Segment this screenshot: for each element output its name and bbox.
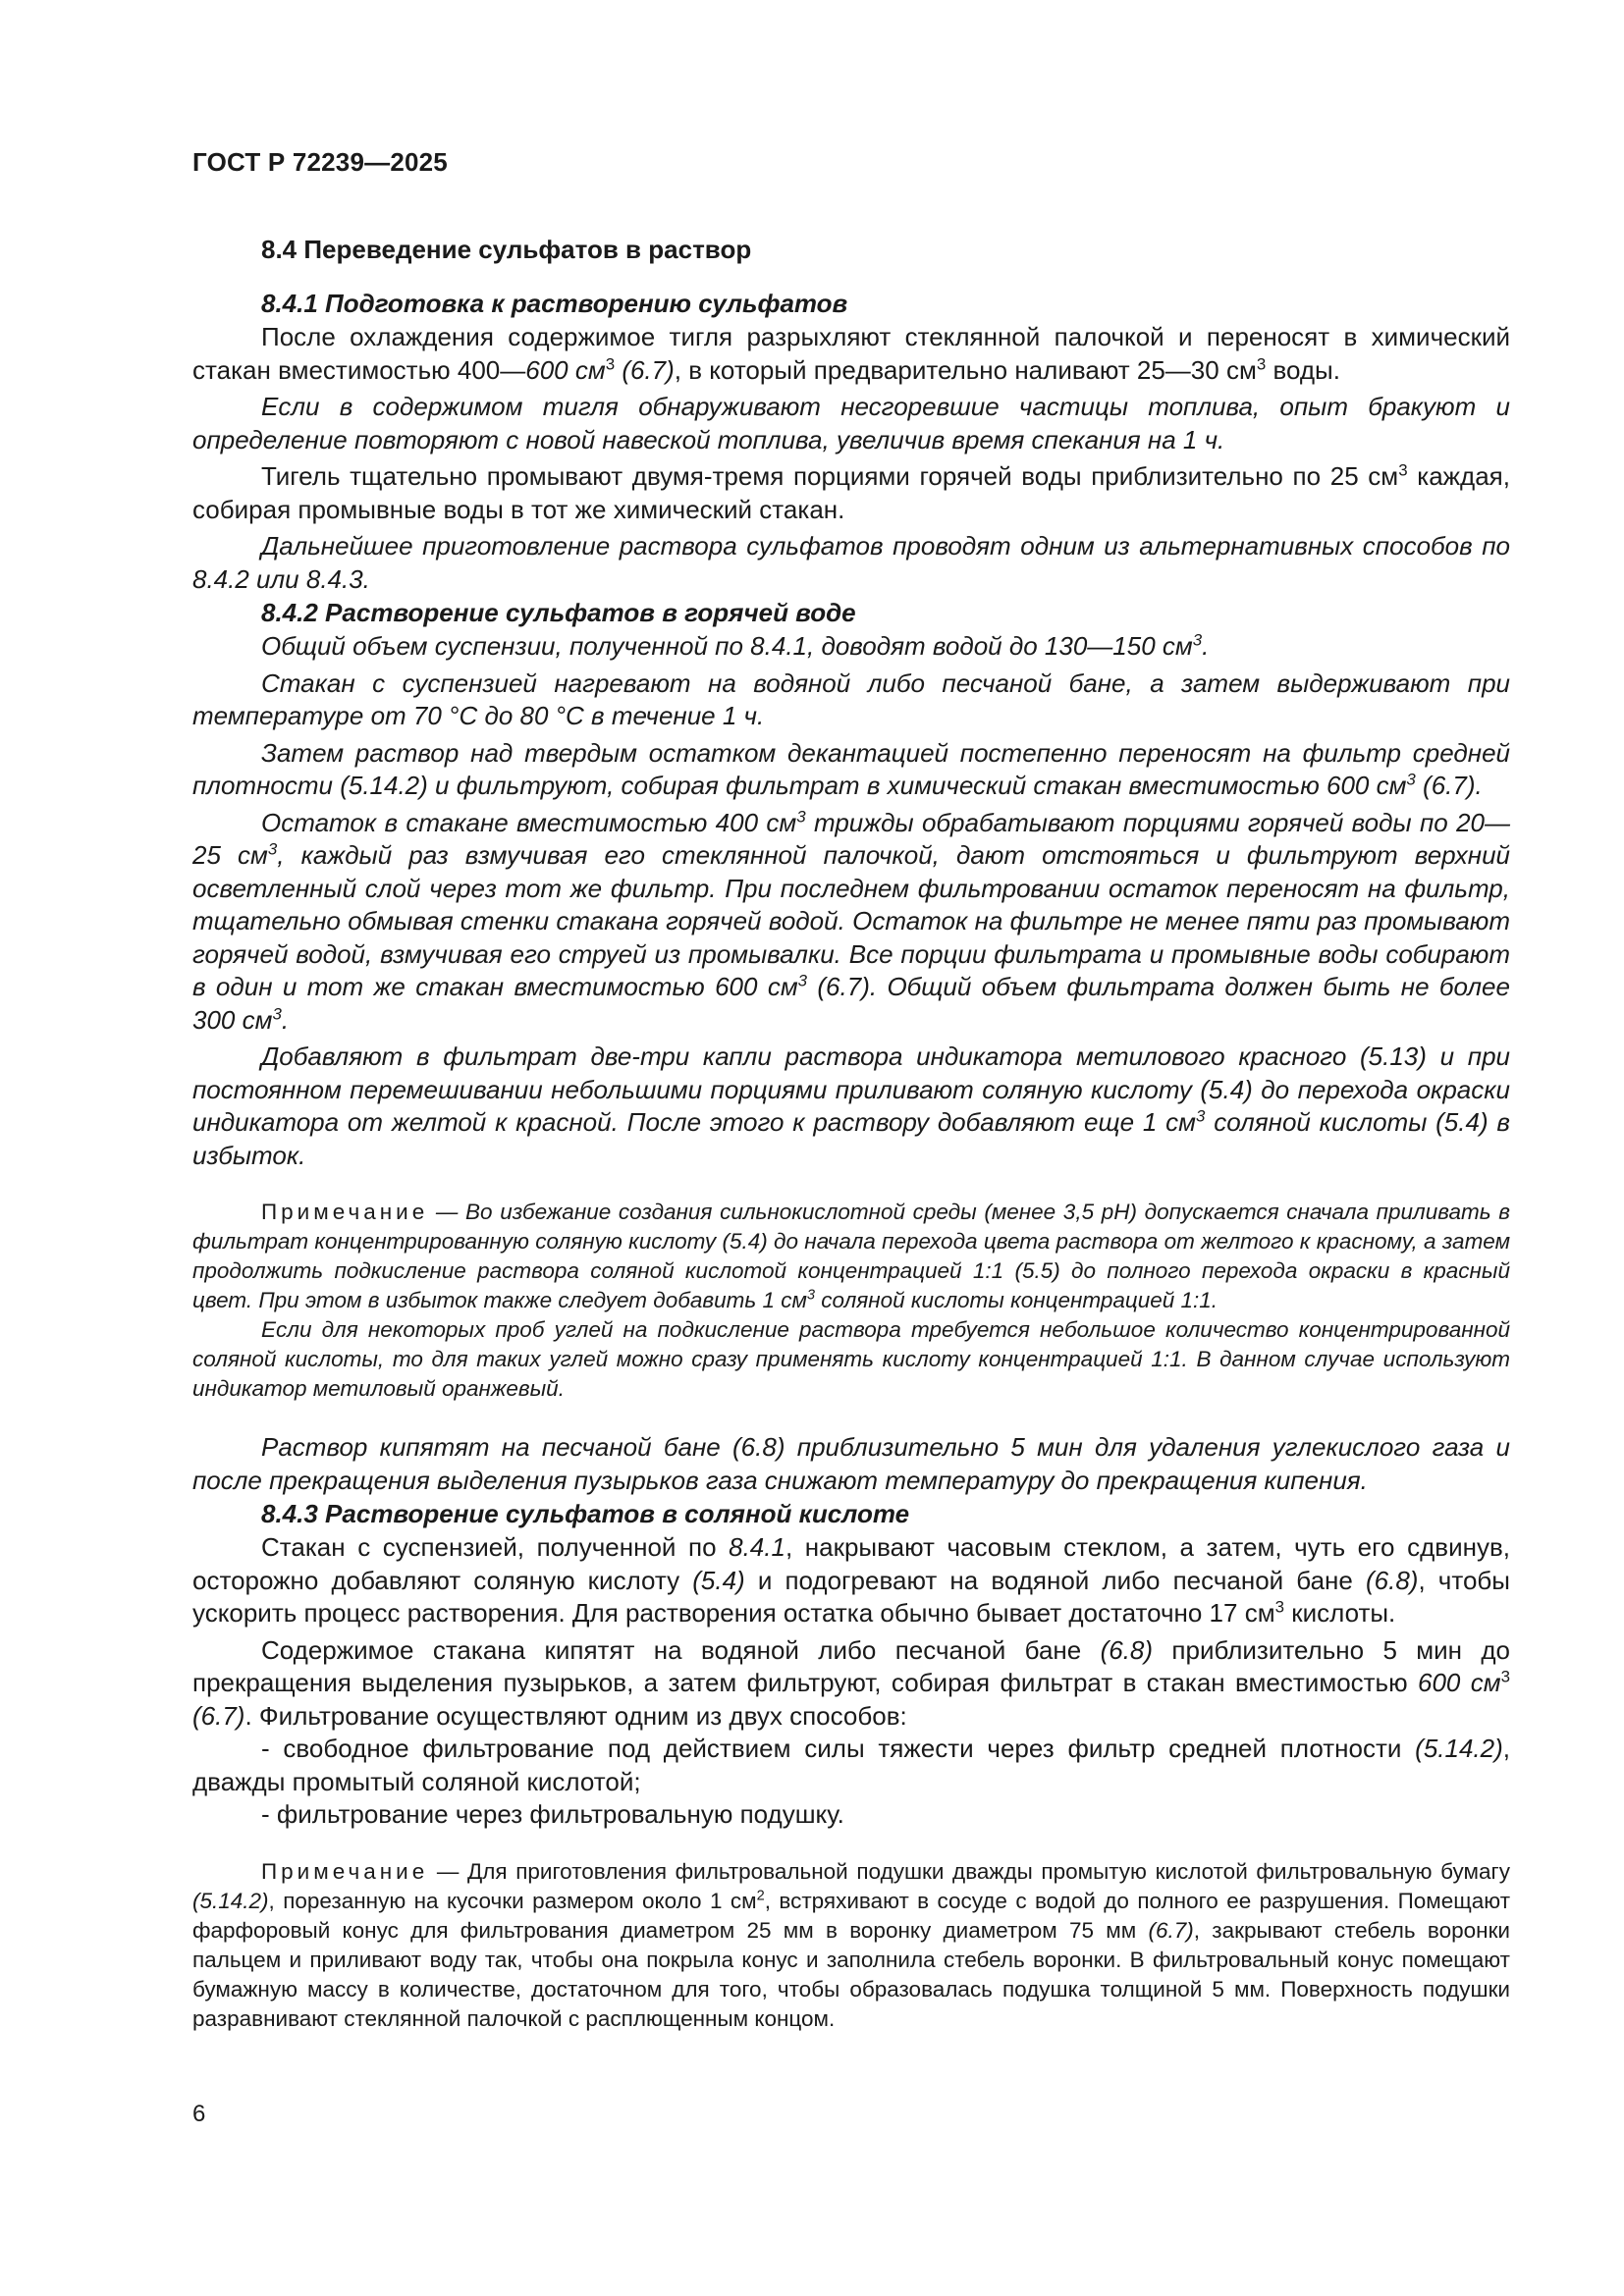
paragraph: Затем раствор над твердым остатком декантацией постепенно переносят на фильтр средней плотности (5.14.2) и фильтруют, собирая фильтрат в химический стакан вместимостью 600 $см^3$ (6.7).: [192, 737, 1510, 800]
list-item: - фильтрование через фильтровальную подушку.: [261, 1799, 844, 1829]
subsection-title-841: 8.4.1 Подготовка к растворению сульфатов: [261, 289, 848, 318]
subsection-title-843: 8.4.3 Растворение сульфатов в соляной кислоте: [261, 1499, 910, 1528]
paragraph: Общий объем суспензии, полученной по 8.4.1, доводят водой до 130—150 $см^3$.: [261, 630, 1210, 661]
standard-id: ГОСТ Р 72239—2025: [192, 147, 448, 177]
document-page: [192, 147, 1510, 2061]
note: Примечание — Во избежание создания сильнокислотной среды (менее 3,5 pH) допускается сначала приливать в фильтрат концентрированную соляную кислоту (5.4) до начала перехода цвета раствора от желтого к красному, а затем продолжить подкисление раствора соляной кислотой концентрацией 1:1 (5.5) до полного перехода окраски в красный цвет. При этом в избыток также следует добавить 1 $см^3$ соляной кислоты концентрацией 1:1.: [192, 1200, 1510, 1312]
paragraph: Стакан с суспензией, полученной по 8.4.1, накрывают часовым стеклом, а затем, чуть его сдвинув, осторожно добавляют соляную кислоту (5.4) и подогревают на водяной либо песчаной бане (6.8), чтобы ускорить процесс растворения. Для растворения остатка обычно бывает достаточно 17 $см^3$ кислоты.: [192, 1532, 1510, 1628]
paragraph: После охлаждения содержимое тигля разрыхляют стеклянной палочкой и переносят в химический стакан вместимостью 400—600 $см^3$ (6.7), в который предварительно наливают 25—30 $см^3$ воды.: [192, 322, 1510, 385]
list-item: - свободное фильтрование под действием силы тяжести через фильтр средней плотности (5.14.2), дважды промытый соляной кислотой;: [192, 1734, 1510, 1796]
paragraph: Раствор кипятят на песчаной бане (6.8) приблизительно 5 мин для удаления углекислого газа и после прекращения выделения пузырьков газа снижают температуру до прекращения кипения.: [192, 1432, 1510, 1495]
paragraph: Дальнейшее приготовление раствора сульфатов проводят одним из альтернативных способов по 8.4.2 или 8.4.3.: [192, 531, 1510, 594]
paragraph: Стакан с суспензией нагревают на водяной либо песчаной бане, а затем выдерживают при температуре от 70 °С до 80 °С в течение 1 ч.: [192, 667, 1510, 730]
paragraph: Добавляют в фильтрат две-три капли раствора индикатора метилового красного (5.13) и при постоянном перемешивании небольшими порциями приливают соляную кислоту (5.4) до перехода окраски индикатора от желтой к красной. После этого к раствору добавляют еще 1 $см^3$ соляной кислоты (5.4) в избыток.: [192, 1041, 1510, 1170]
paragraph: Остаток в стакане вместимостью 400 $см^3$ трижды обрабатывают порциями горячей воды по 20—25 $см^3$, каждый раз взмучивая его стеклянной палочкой, дают отстояться и фильтруют верхний осветленный слой через тот же фильтр. При последнем фильтровании остаток переносят на фильтр, тщательно обмывая стенки стакана горячей водой. Остаток на фильтре не менее пяти раз промывают горячей водой, взмучивая его струей из промывалки. Все порции фильтрата и промывные воды собирают в один и тот же стакан вместимостью 600 $см^3$ (6.7). Общий объем фильтрата должен быть не более 300 $см^3$.: [192, 806, 1511, 1035]
subsection-title-842: 8.4.2 Растворение сульфатов в горячей воде: [261, 598, 856, 627]
note: Примечание — Для приготовления фильтровальной подушки дважды промытую кислотой фильтровальную бумагу (5.14.2), порезанную на кусочки размером около 1 $см^2$, встряхивают в сосуде с водой до полного ее разрушения. Помещают фарфоровый конус для фильтрования диаметром 25 мм в воронку диаметром 75 мм (6.7), закрывают стебель воронки пальцем и приливают воду так, чтобы она покрыла конус и заполнила стебель воронки. В фильтровальный конус помещают бумажную массу в количестве, достаточном для того, чтобы образовалась подушка толщиной 5 мм. Поверхность подушки разравнивают стеклянной палочкой с расплющенным концом.: [192, 1858, 1510, 2031]
paragraph: Тигель тщательно промывают двумя-тремя порциями горячей воды приблизительно по 25 $см^3$ каждая, собирая промывные воды в тот же химический стакан.: [192, 460, 1510, 524]
page-number: 6: [192, 2101, 206, 2127]
paragraph: Если в содержимом тигля обнаруживают несгоревшие частицы топлива, опыт бракуют и определение повторяют с новой навеской топлива, увеличив время спекания на 1 ч.: [192, 392, 1510, 454]
note-block: [192, 1857, 1510, 2034]
section-title: 8.4 Переведение сульфатов в раствор: [261, 235, 752, 264]
note-label: Примечание: [261, 1200, 429, 1224]
note-label: Примечание: [261, 1858, 429, 1884]
paragraph: Содержимое стакана кипятят на водяной либо песчаной бане (6.8) приблизительно 5 мин до прекращения выделения пузырьков, а затем фильтруют, собирая фильтрат в стакан вместимостью 600 $см^3$ (6.7). Фильтрование осуществляют одним из двух способов:: [192, 1634, 1510, 1731]
note: Если для некоторых проб углей на подкисление раствора требуется небольшое количество концентрированной соляной кислоты, то для таких углей можно сразу применять кислоту концентрацией 1:1. В данном случае используют индикатор метиловый оранжевый.: [192, 1317, 1510, 1401]
note-block: [192, 1198, 1510, 1404]
